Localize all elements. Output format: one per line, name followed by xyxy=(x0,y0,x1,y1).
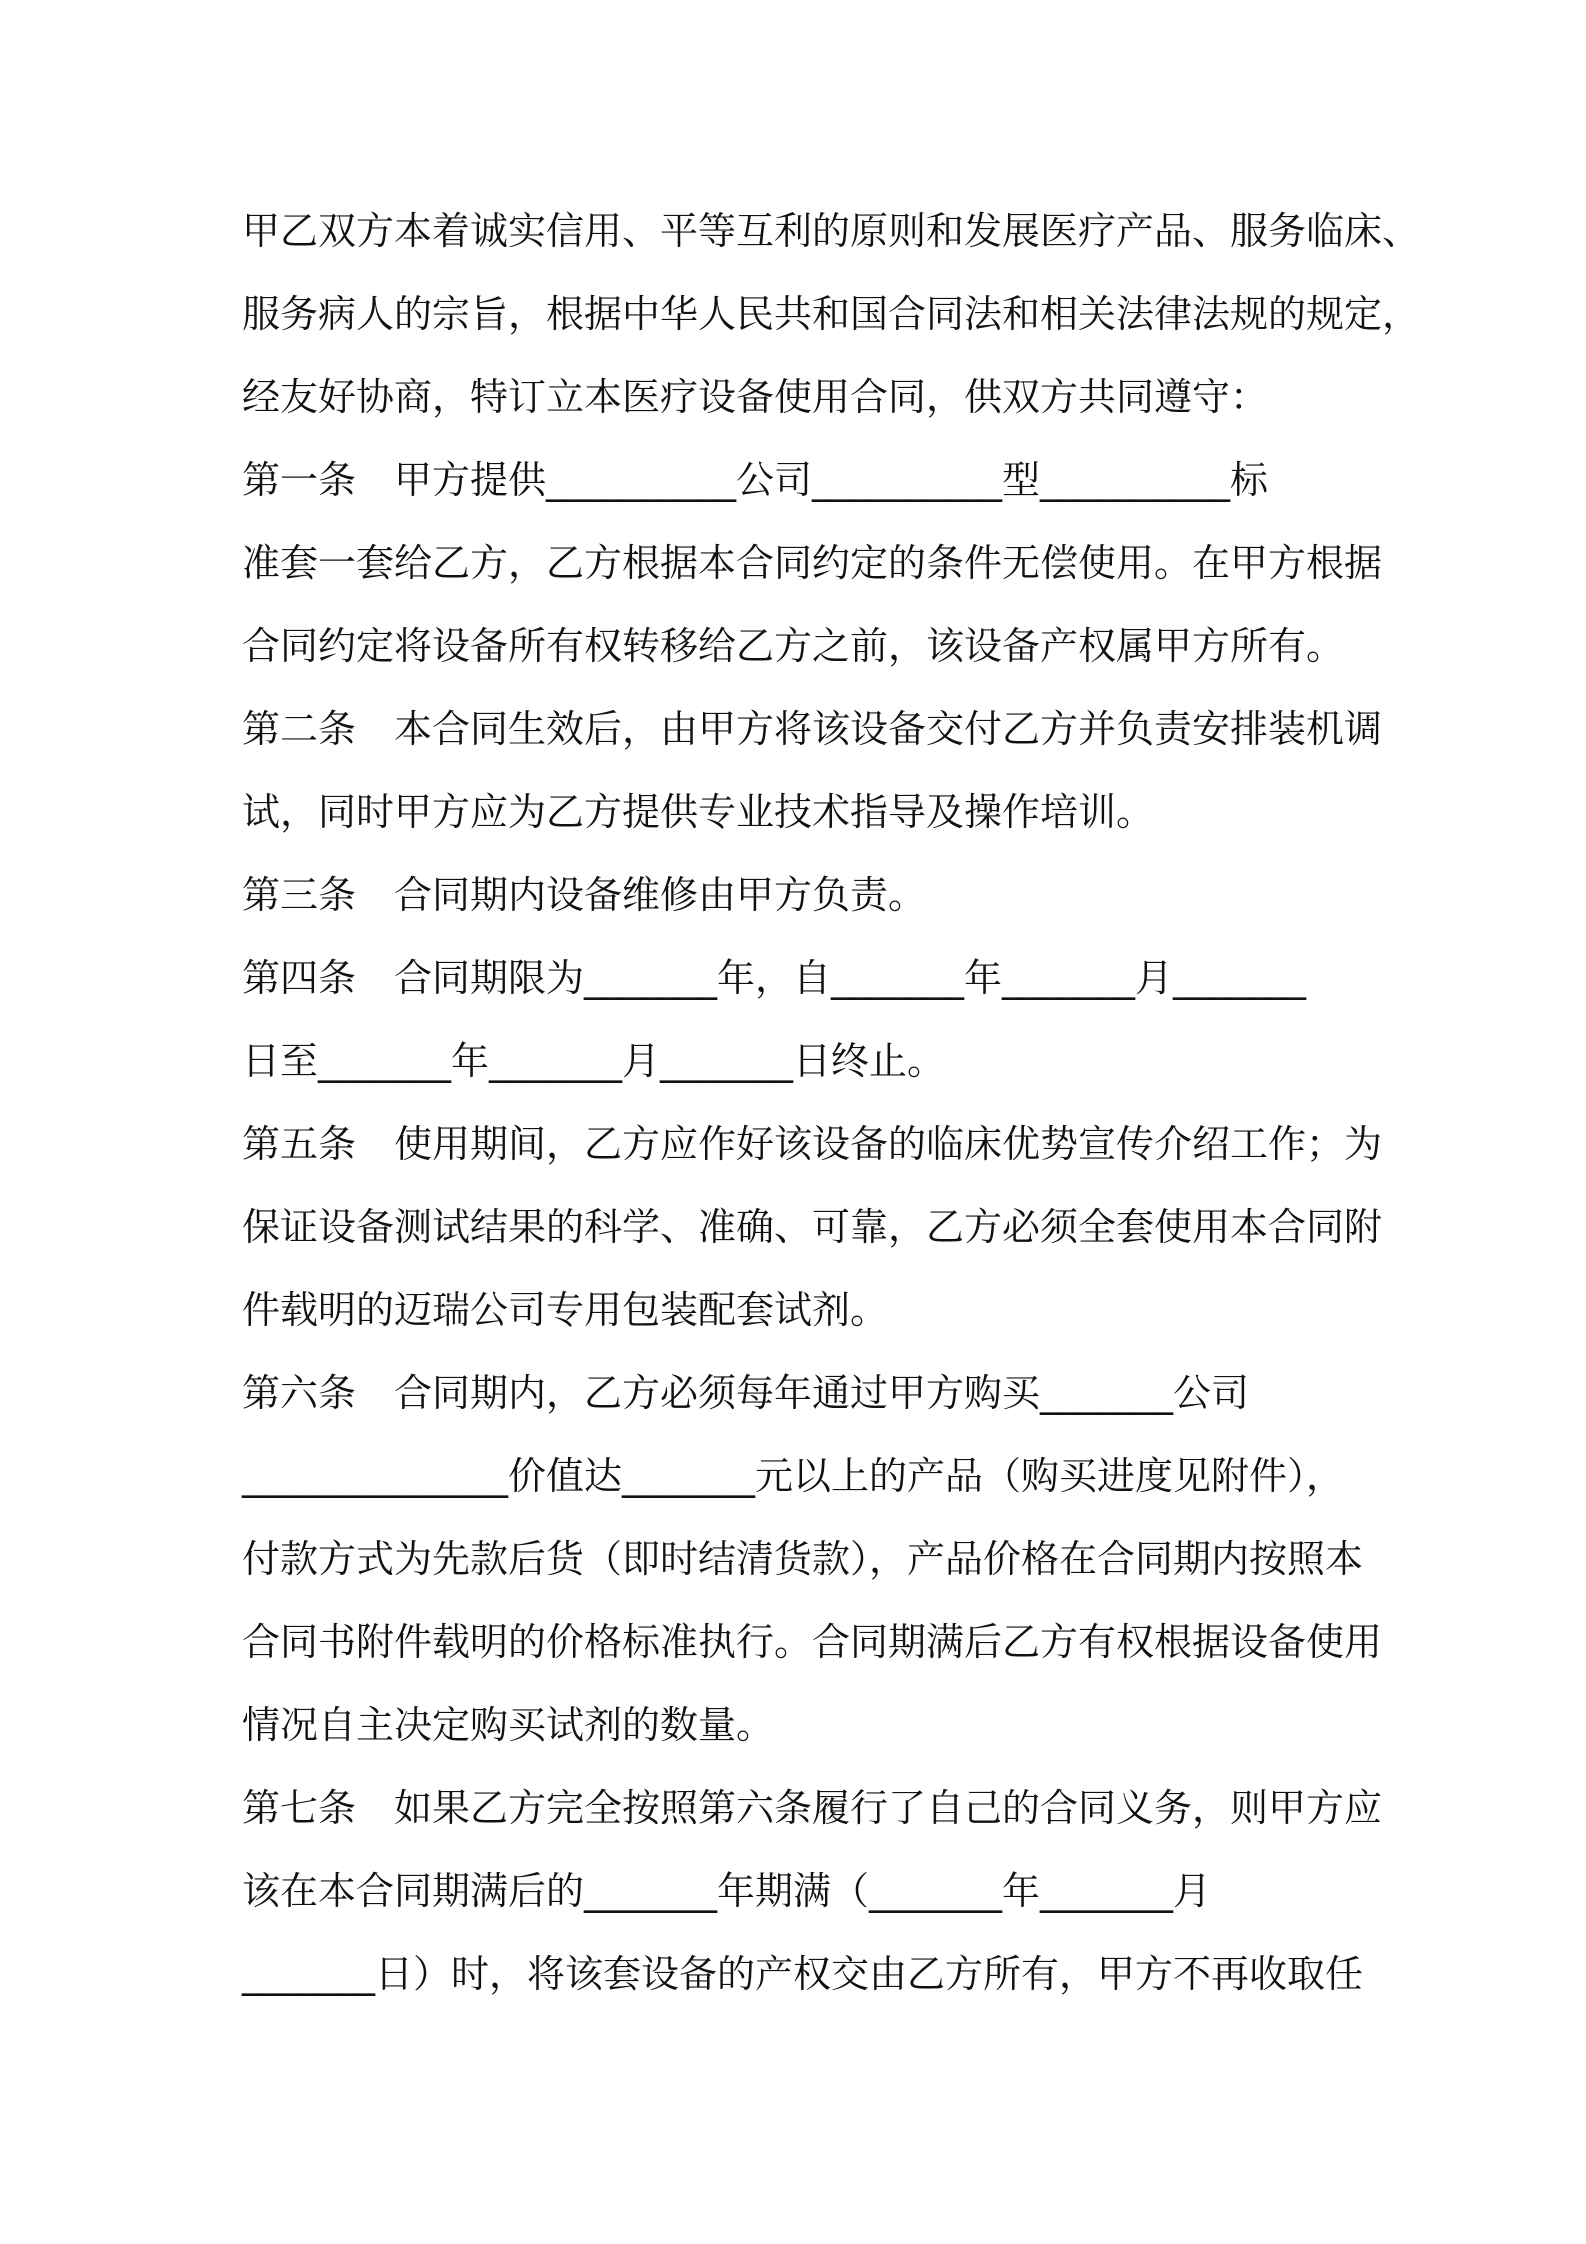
text-line: 试，同时甲方应为乙方提供专业技术指导及操作培训。 xyxy=(242,790,1155,834)
article-2-line: 第二条 本合同生效后，由甲方将该设备交付乙方并负责安排装机调 xyxy=(242,707,1383,751)
text-line: 合同约定将设备所有权转移给乙方之前，该设备产权属甲方所有。 xyxy=(242,624,1345,668)
text-line: 日至_______年_______月_______日终止。 xyxy=(242,1039,946,1083)
text-line: ______________价值达_______元以上的产品（购买进度见附件）， xyxy=(242,1454,1345,1498)
text-line: 件载明的迈瑞公司专用包装配套试剂。 xyxy=(242,1288,889,1332)
text-line: 甲乙双方本着诚实信用、平等互利的原则和发展医疗产品、服务临床、 xyxy=(242,209,1421,253)
article-5-line: 第五条 使用期间，乙方应作好该设备的临床优势宣传介绍工作；为 xyxy=(242,1122,1383,1166)
article-3-line: 第三条 合同期内设备维修由甲方负责。 xyxy=(242,873,927,917)
text-line: 该在本合同期满后的_______年期满（_______年_______月 xyxy=(242,1869,1212,1913)
text-line: 情况自主决定购买试剂的数量。 xyxy=(242,1703,775,1747)
article-4-line: 第四条 合同期限为_______年，自_______年_______月_______ xyxy=(242,956,1307,1000)
text-line: 准套一套给乙方，乙方根据本合同约定的条件无偿使用。在甲方根据 xyxy=(242,541,1383,585)
text-line: 保证设备测试结果的科学、准确、可靠，乙方必须全套使用本合同附 xyxy=(242,1205,1383,1249)
text-line: 服务病人的宗旨，根据中华人民共和国合同法和相关法律法规的规定， xyxy=(242,292,1421,336)
text-line: _______日）时，将该套设备的产权交由乙方所有，甲方不再收取任 xyxy=(242,1952,1364,1996)
text-line: 付款方式为先款后货（即时结清货款），产品价格在合同期内按照本 xyxy=(242,1537,1364,1581)
text-line: 合同书附件载明的价格标准执行。合同期满后乙方有权根据设备使用 xyxy=(242,1620,1383,1664)
article-6-line: 第六条 合同期内，乙方必须每年通过甲方购买_______公司 xyxy=(242,1371,1250,1415)
text-line: 经友好协商，特订立本医疗设备使用合同，供双方共同遵守： xyxy=(242,375,1269,419)
article-7-line: 第七条 如果乙方完全按照第六条履行了自己的合同义务，则甲方应 xyxy=(242,1786,1383,1830)
article-1-line: 第一条 甲方提供__________公司__________型__________标 xyxy=(242,458,1269,502)
